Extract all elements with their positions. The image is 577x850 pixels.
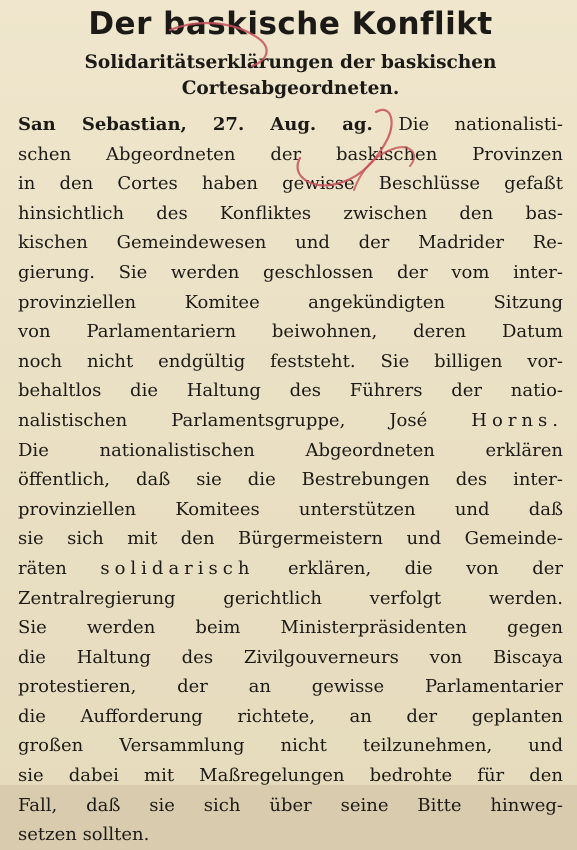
article-line	[18, 820, 563, 850]
line-text: Zentralregierung gerichtlich verfolgt werden.	[18, 587, 563, 609]
line-text: behaltlos die Haltung des Führers der natio-	[18, 380, 563, 402]
article-line	[18, 347, 563, 377]
article-line	[18, 554, 563, 584]
article-line	[18, 110, 563, 140]
subheadline-line: Cortesabgeordneten.	[181, 78, 400, 99]
article-line	[18, 258, 563, 288]
article-body	[18, 110, 563, 850]
line-text: nalistischen Parlamentsgruppe, José	[18, 409, 472, 431]
subheadline-line: Solidaritätserklärungen der baskischen	[84, 52, 497, 73]
subheadline	[18, 50, 563, 102]
line-text: die Aufforderung richtete, an der geplanten	[18, 705, 563, 727]
dateline: San Sebastian, 27. Aug. ag.	[18, 114, 373, 135]
article-line	[18, 672, 563, 702]
line-text: großen Versammlung nicht teilzunehmen, und	[18, 735, 563, 757]
line-text: erklären, die von der	[254, 557, 563, 579]
spaced-emphasis: Horns.	[471, 409, 563, 431]
headline: Der baskische Konflikt	[88, 6, 493, 42]
article-line	[18, 199, 563, 229]
article-line	[18, 524, 563, 554]
article-line	[18, 140, 563, 170]
article-line	[18, 317, 563, 347]
line-text: in den Cortes haben gewisse Beschlüsse gefaßt	[18, 173, 563, 195]
article-line	[18, 731, 563, 761]
line-text: schen Abgeordneten der baskischen Provinzen	[18, 143, 563, 165]
line-text: öffentlich, daß sie die Bestrebungen des inter-	[18, 469, 563, 491]
line-text: kischen Gemeindewesen und der Madrider Re-	[18, 232, 563, 254]
line-text: von Parlamentariern beiwohnen, deren Datum	[18, 321, 563, 343]
line-text: Sie werden beim Ministerpräsidenten gegen	[18, 617, 563, 639]
line-text: Die nationalistischen Abgeordneten erklären	[18, 439, 563, 461]
article-line	[18, 584, 563, 614]
article-line	[18, 376, 563, 406]
article-line	[18, 465, 563, 495]
line-text: setzen sollten.	[18, 824, 150, 846]
article-line	[18, 791, 563, 821]
line-text: noch nicht endgültig feststeht. Sie billigen vor-	[18, 350, 563, 372]
article-line	[18, 436, 563, 466]
line-text: provinziellen Komitees unterstützen und daß	[18, 498, 563, 520]
line-text: hinsichtlich des Konfliktes zwischen den bas-	[18, 202, 563, 224]
article-line	[18, 761, 563, 791]
line-text: gierung. Sie werden geschlossen der vom inter-	[18, 261, 563, 283]
line-text: sie sich mit den Bürgermeistern und Gemeinde-	[18, 528, 563, 550]
article-line	[18, 406, 563, 436]
line-text: provinziellen Komitee angekündigten Sitzung	[18, 291, 563, 313]
line-text: Die nationalisti-	[398, 114, 563, 135]
article-line	[18, 495, 563, 525]
line-text: räten	[18, 557, 101, 579]
article-line	[18, 288, 563, 318]
article-line	[18, 169, 563, 199]
article-line	[18, 702, 563, 732]
line-text: die Haltung des Zivilgouverneurs von Biscaya	[18, 646, 563, 668]
line-text: Fall, daß sie sich über seine Bitte hinweg-	[18, 794, 563, 816]
line-text: sie dabei mit Maßregelungen bedrohte für den	[18, 765, 563, 787]
line-text: protestieren, der an gewisse Parlamentarier	[18, 676, 563, 698]
spaced-emphasis: solidarisch	[100, 557, 255, 579]
article-line	[18, 643, 563, 673]
article-line	[18, 613, 563, 643]
article-line	[18, 228, 563, 258]
